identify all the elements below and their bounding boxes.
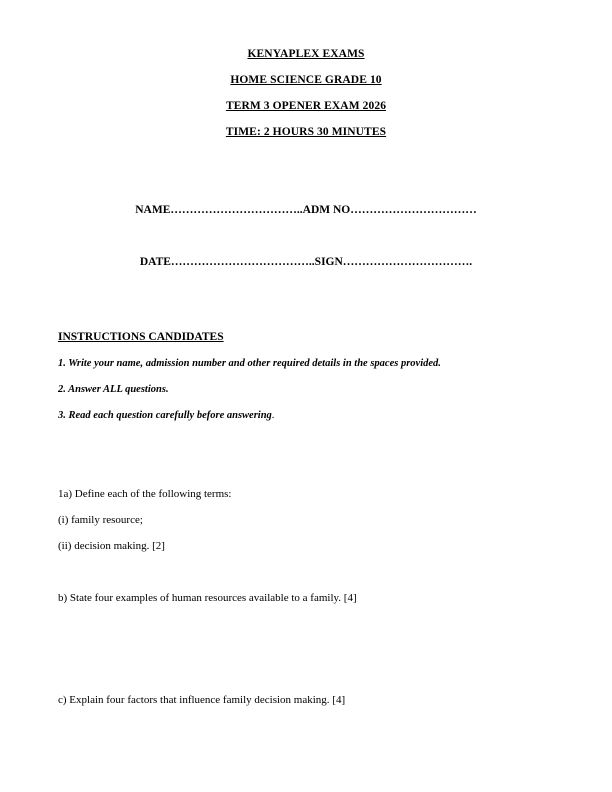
exam-board-title: KENYAPLEX EXAMS: [247, 48, 365, 60]
question-1a: 1a) Define each of the following terms:: [58, 488, 232, 500]
instruction-item-1: 1. Write your name, admission number and other required details in the spaces provided.: [58, 358, 441, 369]
instructions-heading: INSTRUCTIONS CANDIDATES: [58, 331, 224, 343]
exam-term-title: TERM 3 OPENER EXAM 2026: [225, 100, 387, 112]
question-1a-i: (i) family resource;: [58, 514, 143, 526]
date-sign-field: DATE………………………………..SIGN…………………………….: [139, 256, 473, 268]
exam-duration: TIME: 2 HOURS 30 MINUTES: [225, 126, 387, 138]
instruction-item-3: [58, 410, 274, 421]
instruction-item-2: 2. Answer ALL questions.: [58, 384, 169, 395]
name-adm-field: NAME……………………………..ADM NO……………………………: [135, 204, 477, 216]
instruction-item-3-text: 3. Read each question carefully before answering: [58, 410, 272, 421]
subject-title: HOME SCIENCE GRADE 10: [230, 74, 382, 86]
instruction-item-3-period: .: [271, 410, 275, 421]
question-1b: b) State four examples of human resources available to a family. [4]: [58, 592, 357, 604]
question-1a-ii: (ii) decision making. [2]: [58, 540, 165, 552]
question-1c: c) Explain four factors that influence family decision making. [4]: [58, 694, 346, 706]
